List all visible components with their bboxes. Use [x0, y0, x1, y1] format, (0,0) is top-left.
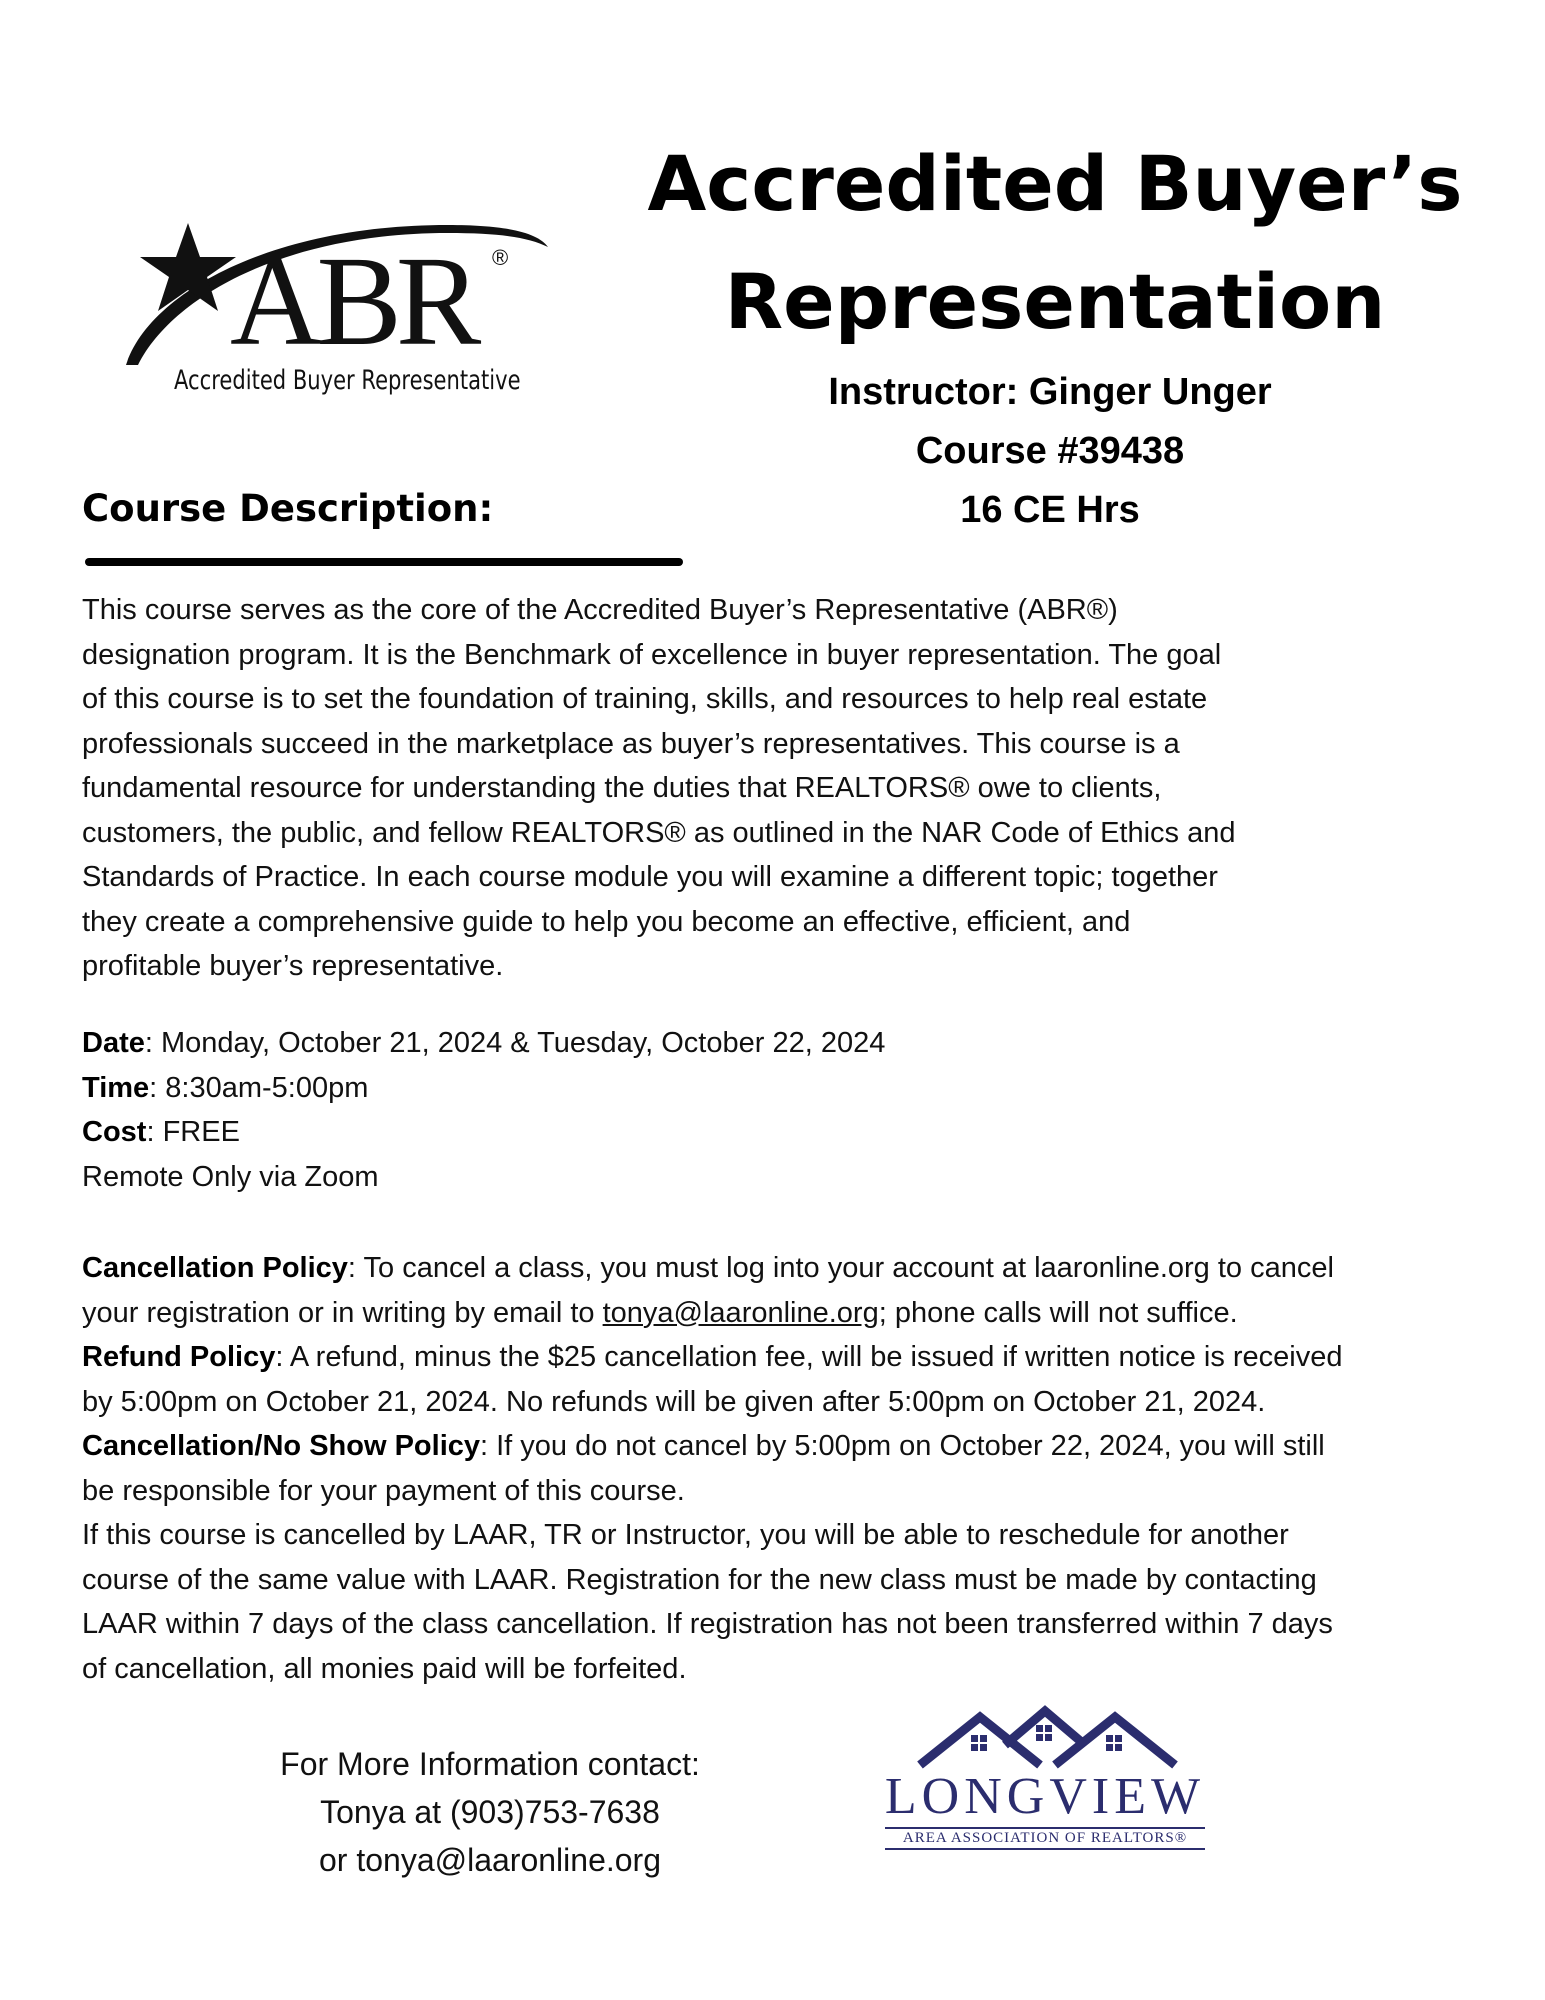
- abr-logo: [118, 215, 563, 405]
- instructor: Instructor: Ginger Unger: [828, 371, 1272, 413]
- laar-policy-line: of cancellation, all monies paid will be forfeited.: [82, 1652, 687, 1685]
- house-roofs-icon: [865, 1705, 1225, 1769]
- description-line: This course serves as the core of the Accredited Buyer’s Representative (ABR®): [82, 594, 1118, 626]
- cancellation-policy-line-1: [82, 1246, 1343, 1291]
- time-label: Time: [82, 1071, 150, 1104]
- abr-letters: ABR: [230, 230, 476, 372]
- laar-policy-line: LAAR within 7 days of the class cancellation. If registration has not been transferred within 7 days: [82, 1608, 1333, 1640]
- description-line: profitable buyer’s representative.: [82, 950, 504, 982]
- longview-subtitle: AREA ASSOCIATION OF REALTORS®: [885, 1827, 1205, 1850]
- description-body: [82, 588, 1236, 989]
- cost-value: : FREE: [146, 1116, 240, 1148]
- cost-row: [82, 1110, 885, 1155]
- cancellation-email-link[interactable]: tonya@laaronline.org: [602, 1296, 879, 1329]
- course-number: Course #39438: [915, 430, 1185, 472]
- refund-policy-line-1: [82, 1335, 1343, 1380]
- refund-policy-label: Refund Policy: [82, 1341, 276, 1373]
- policies: [82, 1246, 1343, 1691]
- location-row: Remote Only via Zoom: [82, 1160, 379, 1193]
- contact-info: [240, 1740, 740, 1884]
- noshow-policy-label: Cancellation/No Show Policy: [82, 1430, 481, 1462]
- cancellation-policy-text: your registration or in writing by email to: [82, 1296, 603, 1329]
- course-info: [700, 363, 1400, 540]
- longview-wordmark: LONGVIEW: [884, 1768, 1206, 1825]
- contact-phone: Tonya at (903)753-7638: [320, 1794, 660, 1830]
- description-line: customers, the public, and fellow REALTORS® as outlined in the NAR Code of Ethics and: [82, 816, 1236, 849]
- refund-policy-text: : A refund, minus the $25 cancellation fee, will be issued if written notice is received: [275, 1341, 1343, 1373]
- longview-logo: [865, 1705, 1225, 1855]
- ce-hours: 16 CE Hrs: [960, 489, 1140, 531]
- description-line: designation program. It is the Benchmark of excellence in buyer representation. The goal: [82, 638, 1222, 671]
- cancellation-policy-text: : To cancel a class, you must log into your account at laaronline.org to cancel: [347, 1252, 1334, 1284]
- noshow-policy-line-1: [82, 1424, 1343, 1469]
- description-line: fundamental resource for understanding the duties that REALTORS® owe to clients,: [82, 772, 1162, 804]
- heading-underline: [85, 558, 683, 566]
- course-details: [82, 1021, 885, 1199]
- cancellation-policy-label: Cancellation Policy: [82, 1252, 348, 1284]
- registered-mark: ®: [492, 245, 509, 270]
- description-line: they create a comprehensive guide to help you become an effective, efficient, and: [82, 905, 1131, 938]
- page-title-line-1: Accredited Buyer’s: [647, 139, 1463, 228]
- abr-tagline: Accredited Buyer Representative: [174, 365, 521, 396]
- contact-heading: For More Information contact:: [280, 1746, 700, 1782]
- page-title-line-2: Representation: [724, 257, 1386, 346]
- date-value: : Monday, October 21, 2024 & Tuesday, October 22, 2024: [144, 1027, 886, 1059]
- time-row: [82, 1066, 885, 1111]
- description-line: Standards of Practice. In each course module you will examine a different topic; together: [82, 861, 1218, 893]
- laar-policy-line: course of the same value with LAAR. Registration for the new class must be made by contacting: [82, 1563, 1317, 1596]
- noshow-policy-text: : If you do not cancel by 5:00pm on October 22, 2024, you will still: [480, 1430, 1325, 1462]
- cancellation-policy-text: ; phone calls will not suffice.: [878, 1296, 1238, 1329]
- description-line: professionals succeed in the marketplace as buyer’s representatives. This course is a: [82, 727, 1180, 760]
- laar-policy-line: If this course is cancelled by LAAR, TR or Instructor, you will be able to reschedule for another: [82, 1519, 1289, 1551]
- refund-policy-line-2: by 5:00pm on October 21, 2024. No refunds will be given after 5:00pm on October 21, 2024.: [82, 1385, 1266, 1418]
- contact-email: or tonya@laaronline.org: [318, 1842, 661, 1878]
- date-row: [82, 1021, 885, 1066]
- title-block: [620, 125, 1490, 361]
- cancellation-policy-line-2: [82, 1291, 1343, 1336]
- description-line: of this course is to set the foundation of training, skills, and resources to help real estate: [82, 683, 1208, 715]
- cost-label: Cost: [82, 1116, 147, 1148]
- time-value: : 8:30am-5:00pm: [149, 1071, 369, 1104]
- noshow-policy-line-2: be responsible for your payment of this course.: [82, 1474, 685, 1507]
- description-heading: Course Description:: [82, 487, 494, 530]
- date-label: Date: [82, 1027, 145, 1059]
